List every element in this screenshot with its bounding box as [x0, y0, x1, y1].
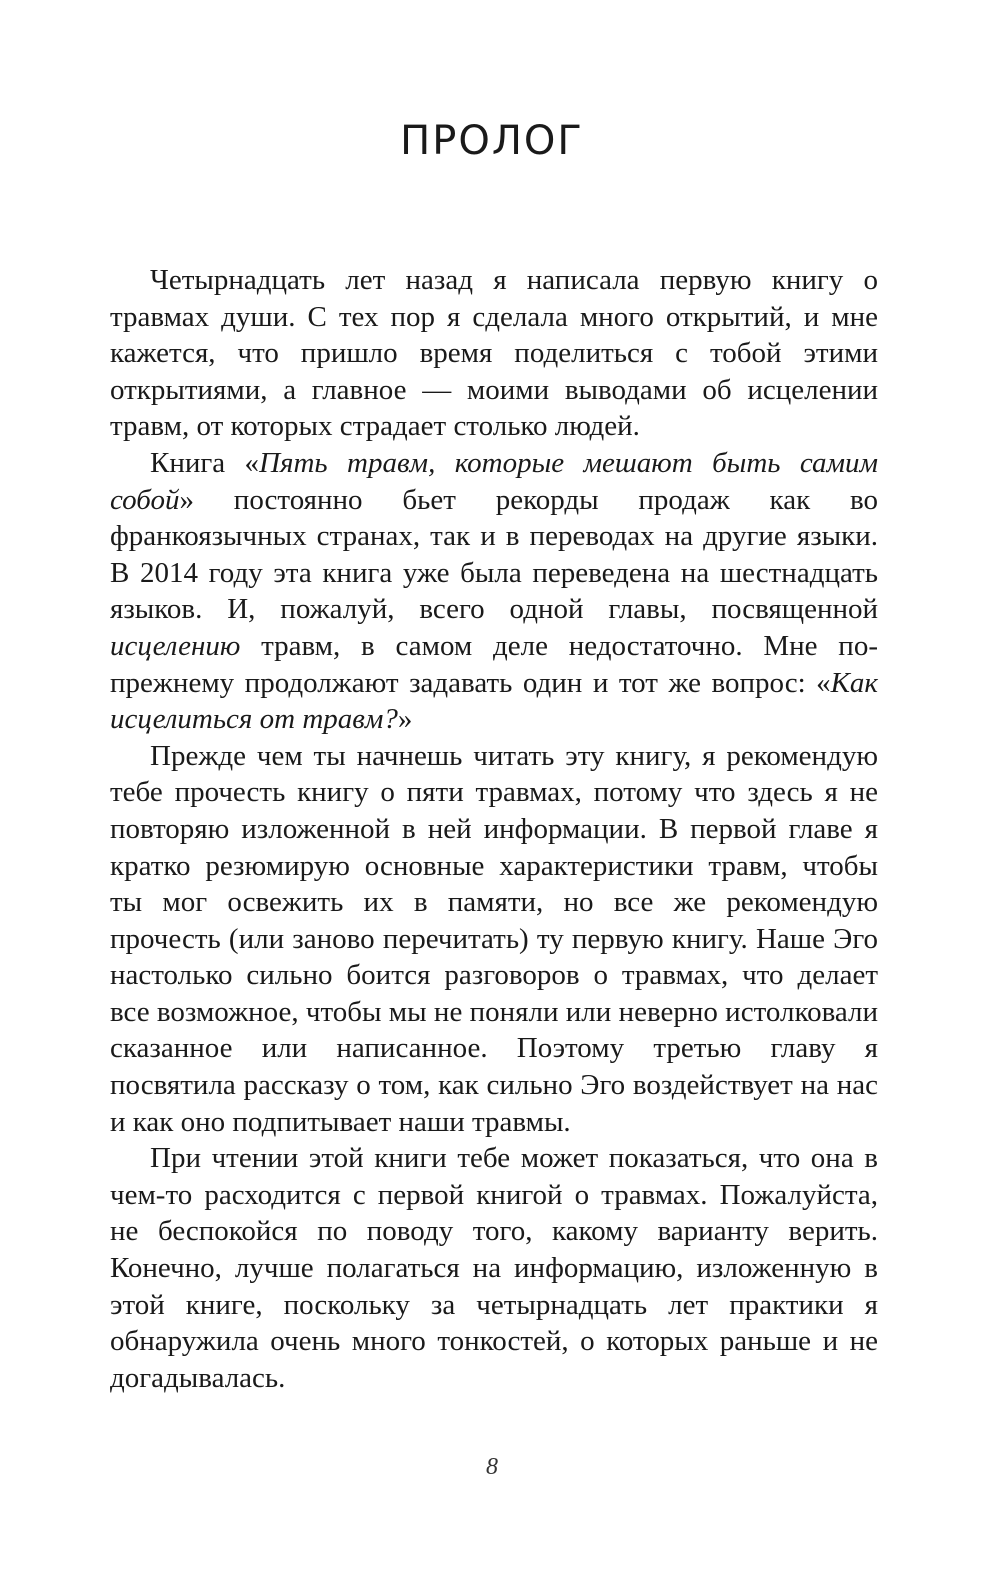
- paragraph-1: Четырнадцать лет назад я написала первую книгу о травмах души. С тех пор я сделала много открытий, и мне кажется, что пришло время поделиться с тобой этими открытиями, а главное — моими выводами об исцелении травм, от которых страдает столько людей.: [110, 264, 878, 443]
- chapter-title: ПРОЛОГ: [400, 118, 584, 164]
- question-italic: Как исцелиться от травм?: [110, 666, 878, 736]
- paragraph-2-text-e: травм, в самом деле недостаточно. Мне по-прежнему продолжают задавать один и тот же вопрос: «: [110, 629, 878, 699]
- book-title-italic: Пять травм, которые мешают быть самим собой: [110, 446, 878, 516]
- paragraph-2-text-a: Книга «: [150, 446, 260, 479]
- body-text: [110, 262, 878, 1396]
- page-number: 8: [486, 1454, 498, 1480]
- paragraph-2-text-c: » постоянно бьет рекорды продаж как во франкоязычных странах, так и в переводах на другие языки. В 2014 году эта книга уже была переведена на шестнадцать языков. И, пожалуй, всего одной главы, посвященной: [110, 483, 878, 626]
- paragraph-2-text-g: »: [397, 703, 413, 736]
- paragraph-3: Прежде чем ты начнешь читать эту книгу, я рекомендую тебе прочесть книгу о пяти травмах, потому что здесь я не повторяю изложенной в ней информации. В первой главе я кратко резюмирую основные характеристики травм, чтобы ты мог освежить их в памяти, но все же рекомендую прочесть (или заново перечитать) ту первую книгу. Наше Эго настолько сильно боится разговоров о травмах, что делает все возможное, чтобы мы не поняли или неверно истолковали сказанное или написанное. Поэтому третью главу я посвятила рассказу о том, как сильно Эго воздействует на нас и как оно подпитывает наши травмы.: [110, 739, 878, 1138]
- paragraph-2: [110, 445, 878, 738]
- paragraph-4: При чтении этой книги тебе может показаться, что она в чем-то расходится с первой книгой о травмах. Пожалуйста, не беспокойся по поводу того, какому варианту верить. Конечно, лучше полагаться на информацию, изложенную в этой книге, поскольку за четырнадцать лет практики я обнаружила очень много тонкостей, о которых раньше и не догадывалась.: [110, 1142, 878, 1394]
- healing-word-italic: исцелению: [110, 629, 241, 662]
